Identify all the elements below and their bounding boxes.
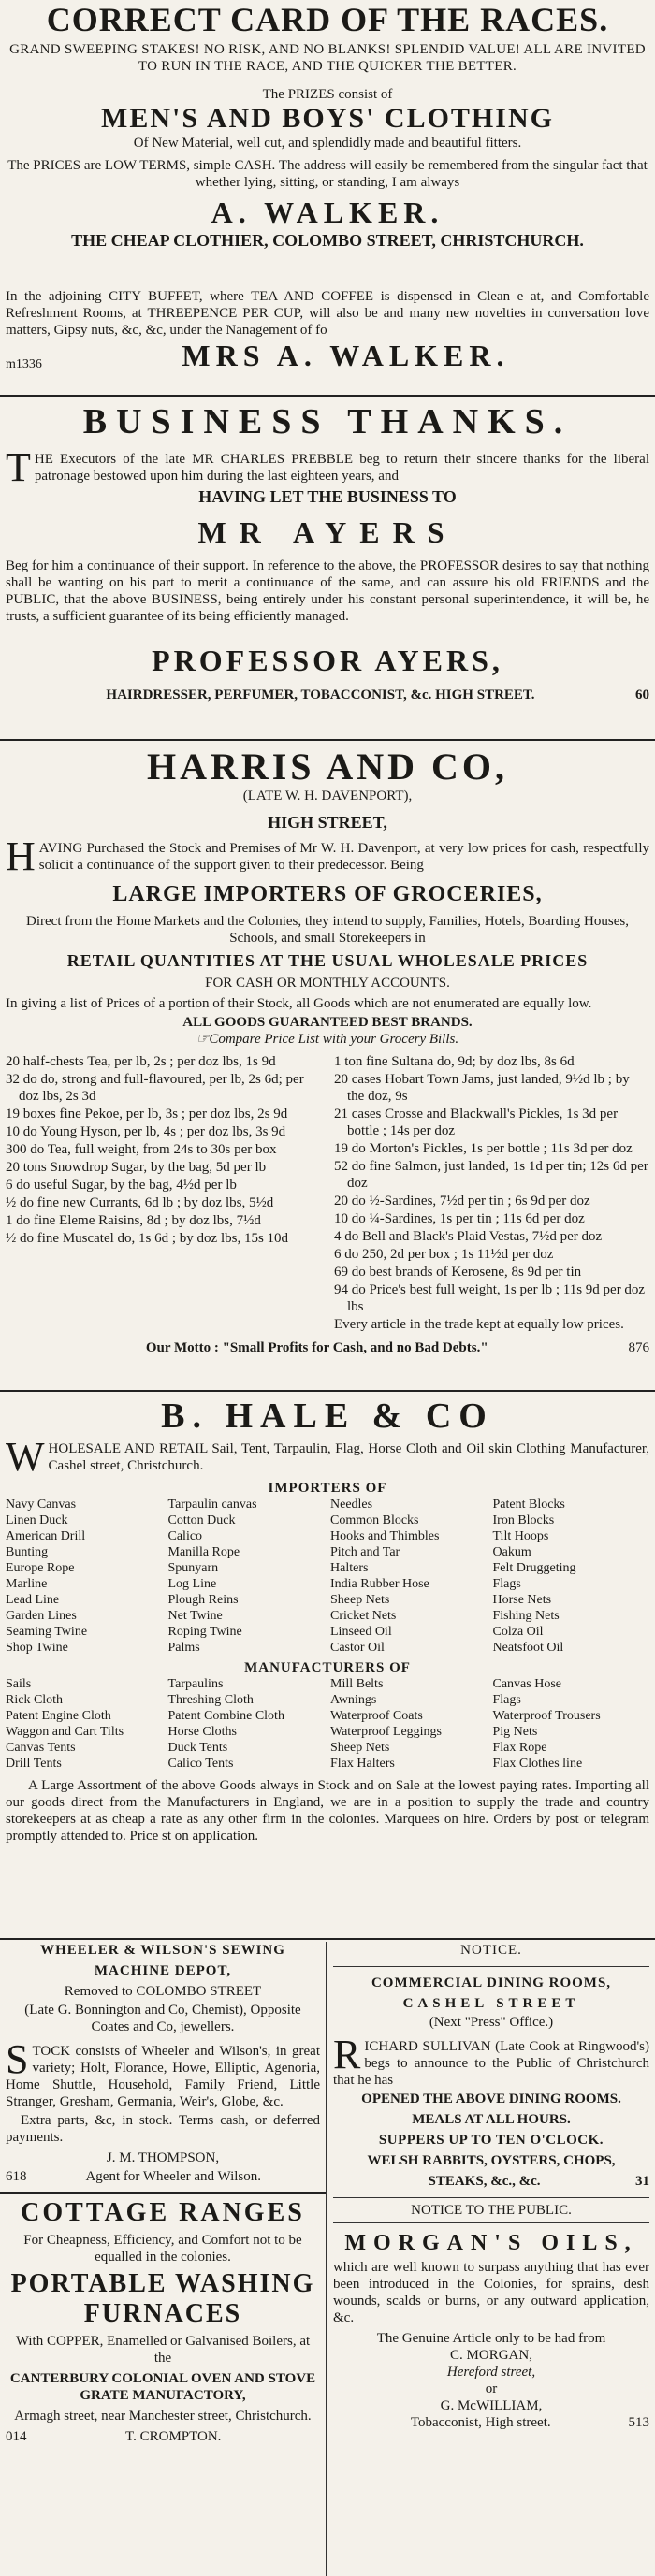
clothing-body: The PRICES are LOW TERMS, simple CASH. The address will easily be remembered from the singular fact that whether lying, sitting, or standing, I am always — [7, 158, 648, 190]
goods-item: Linen Duck — [6, 1513, 68, 1527]
goods-item: Canvas Hose — [492, 1677, 561, 1691]
price-list-item: 6 do useful Sugar, by the bag, 4½d per lb — [6, 1178, 237, 1193]
wheeler-title1: WHEELER & WILSON'S SEWING — [40, 1943, 285, 1958]
harris-title: HARRIS AND CO, — [146, 745, 509, 788]
portable-washing: PORTABLE WASHING — [10, 2269, 315, 2298]
notice-next: (Next "Press" Office.) — [429, 2015, 554, 2030]
mr-ayers-name: MR AYERS — [197, 515, 458, 549]
business-body1: THE Executors of the late MR CHARLES PREBBLE beg to return their sincere thanks for the liberal patronage bestowed upon him during the last eighteen years, and — [6, 444, 649, 490]
goods-item: Navy Canvas — [6, 1498, 77, 1512]
goods-item: Palms — [167, 1641, 200, 1655]
harris-body: HAVING Purchased the Stock and Premises of Mr W. H. Davenport, at very low prices for cash, respectfully solicit a continuance of the support given to their predecessor. Being — [6, 833, 649, 879]
hale-body: A Large Assortment of the above Goods always in Stock and on Sale at the lowest paying rates. Importing all our goods direct from the Manufacturers in England, we are in a position to supply the trade and country storekeepers at as cheap a rate as any other firm in the colonies. Marquees on hire. Orders by post or telegram promptly attended to. Price st on application. — [6, 1778, 649, 1844]
notice-suppers: SUPPERS UP TO TEN O'CLOCK. — [378, 2133, 604, 2148]
goods-column — [493, 1676, 650, 1772]
divider — [333, 2197, 649, 2198]
goods-column — [6, 1676, 163, 1772]
goods-item: Manilla Rope — [167, 1545, 240, 1559]
races-advertisement — [6, 2, 649, 251]
goods-item: Waterproof Leggings — [330, 1725, 442, 1739]
wheeler-late: (Late G. Bonnington and Co, Chemist), Opposite Coates and Co, jewellers. — [24, 2003, 301, 2034]
price-list-item: 20 do ½-Sardines, 7½d per tin ; 6s 9d per doz — [334, 1194, 590, 1208]
goods-item: Plough Reins — [167, 1593, 239, 1607]
cottage-name: T. CROMPTON. — [125, 2429, 222, 2444]
goods-item: Halters — [330, 1561, 369, 1575]
hale-intro: WHOLESALE AND RETAIL Sail, Tent, Tarpaulin, Flag, Horse Cloth and Oil skin Clothing Manufacturer, Cashel street, Christchurch. — [6, 1434, 649, 1480]
goods-item: Flax Halters — [330, 1757, 395, 1771]
notice-cashel: CASHEL STREET — [402, 1996, 580, 2011]
cottage-title: COTTAGE RANGES — [21, 2198, 305, 2227]
price-list-item: 32 do do, strong and full-flavoured, per lb, 2s 6d; per doz lbs, 2s 3d — [6, 1072, 304, 1104]
hale-title: B. HALE & CO — [161, 1397, 494, 1436]
goods-item: Fishing Nets — [492, 1609, 560, 1623]
goods-item: Bunting — [6, 1545, 49, 1559]
goods-item: Waggon and Cart Tilts — [6, 1725, 124, 1739]
goods-item: Horse Nets — [492, 1593, 552, 1607]
price-list-item: 10 do Young Hyson, per lb, 4s ; per doz lbs, 3s 9d — [6, 1124, 286, 1139]
goods-item: Patent Blocks — [492, 1498, 565, 1512]
morgan-or: or — [485, 2381, 498, 2396]
clothing-subline: Of New Material, well cut, and splendidly made and beautiful fitters. — [133, 136, 522, 151]
goods-item: Flax Clothes line — [492, 1757, 583, 1771]
professor-trade: HAIRDRESSER, PERFUMER, TOBACCONIST, &c. HIGH STREET. — [106, 687, 535, 702]
mrs-walker-name: MRS A. WALKER. — [182, 339, 510, 372]
morgan-title: NOTICE TO THE PUBLIC. — [411, 2203, 572, 2218]
buffet-ref: m1336 — [6, 357, 42, 371]
cottage-body: For Cheapness, Efficiency, and Comfort not to be equalled in the colonies. — [23, 2233, 302, 2265]
walker-address: THE CHEAP CLOTHIER, COLOMBO STREET, CHRISTCHURCH. — [71, 231, 584, 250]
goods-item: Patent Combine Cloth — [167, 1709, 284, 1723]
goods-item: Threshing Cloth — [167, 1693, 254, 1707]
goods-item: Pitch and Tar — [330, 1545, 400, 1559]
divider — [333, 2222, 649, 2223]
goods-item: Flags — [492, 1577, 521, 1591]
goods-item: Horse Cloths — [167, 1725, 237, 1739]
cottage-with: With COPPER, Enamelled or Galvanised Boilers, at the — [15, 2334, 311, 2366]
goods-item: Log Line — [167, 1577, 217, 1591]
price-list-item: Every article in the trade kept at equally low prices. — [334, 1317, 624, 1332]
price-list-item: 19 boxes fine Pekoe, per lb, 3s ; per doz lbs, 2s 9d — [6, 1107, 288, 1122]
goods-item: Net Twine — [167, 1609, 223, 1623]
price-list-item: 69 do best brands of Kerosene, 8s 9d per tin — [334, 1265, 582, 1280]
hale-manufacturers-list — [6, 1676, 649, 1772]
walker-name: A. WALKER. — [211, 195, 444, 229]
morgan-ref: 513 — [628, 2415, 649, 2430]
goods-item: Canvas Tents — [6, 1741, 76, 1755]
goods-column — [168, 1497, 326, 1656]
divider — [333, 1966, 649, 1967]
goods-column — [493, 1497, 650, 1656]
goods-item: Cotton Duck — [167, 1513, 236, 1527]
divider — [0, 739, 655, 741]
goods-item: India Rubber Hose — [330, 1577, 429, 1591]
harris-price-list-left — [6, 1053, 321, 1334]
furnaces: FURNACES — [83, 2299, 242, 2328]
wheeler-agent: Agent for Wheeler and Wilson. — [85, 2169, 262, 2184]
goods-column — [6, 1497, 163, 1656]
goods-item: Roping Twine — [167, 1625, 242, 1639]
goods-item: American Drill — [6, 1529, 86, 1543]
price-list-item: 21 cases Crosse and Blackwall's Pickles, 1s 3d per bottle ; 14s per doz — [334, 1107, 619, 1138]
price-list-item: ½ do fine Muscatel do, 1s 6d ; by doz lbs, 15s 10d — [6, 1231, 289, 1246]
cottage-ref: 014 — [6, 2429, 27, 2444]
price-list-item: 20 half-chests Tea, per lb, 2s ; per doz lbs, 1s 9d — [6, 1054, 276, 1069]
harris-retail: RETAIL QUANTITIES AT THE USUAL WHOLESALE PRICES — [66, 951, 589, 970]
goods-item: Colza Oil — [492, 1625, 544, 1639]
business-having: HAVING LET THE BUSINESS TO — [198, 487, 457, 506]
goods-item: Oakum — [492, 1545, 531, 1559]
goods-item: Tarpaulins — [167, 1677, 224, 1691]
divider — [0, 395, 655, 397]
harris-cash: FOR CASH OR MONTHLY ACCOUNTS. — [205, 976, 450, 991]
price-list-item: 94 do Price's best full weight, 1s per lb ; 11s 9d per doz lbs — [334, 1282, 646, 1314]
divider — [0, 1938, 655, 1940]
goods-item: Mill Belts — [330, 1677, 384, 1691]
notice-meals: MEALS AT ALL HOURS. — [412, 2112, 571, 2127]
divider — [0, 2192, 326, 2194]
goods-item: Pig Nets — [492, 1725, 538, 1739]
price-list-item: 1 ton fine Sultana do, 9d; by doz lbs, 8s 6d — [334, 1054, 575, 1069]
goods-item: Sails — [6, 1677, 32, 1691]
hale-importers-head: IMPORTERS OF — [268, 1481, 387, 1496]
goods-item: Waterproof Coats — [330, 1709, 423, 1723]
harris-advertisement — [6, 746, 649, 1356]
business-body2: Beg for him a continuance of their support. In reference to the above, the PROFESSOR desires to say that nothing shall be wanting on his part to merit a continuance of the same, and can assure his old FRIENDS and the PUBLIC, that the above BUSINESS, being entirely under his constant personal superintendence, it will be, he trusts, a sufficient guarantee of its being efficiently managed. — [6, 558, 649, 624]
wheeler-name: J. M. THOMPSON, — [106, 2150, 220, 2165]
goods-item: Drill Tents — [6, 1757, 62, 1771]
goods-item: Waterproof Trousers — [492, 1709, 601, 1723]
price-list-item: ½ do fine new Currants, 6d lb ; by doz lbs, 5½d — [6, 1195, 274, 1210]
goods-item: Castor Oil — [330, 1641, 385, 1655]
harris-late: (LATE W. H. DAVENPORT), — [242, 789, 413, 803]
goods-item: Marline — [6, 1577, 48, 1591]
notice-title: NOTICE. — [460, 1943, 522, 1958]
notice-welsh: WELSH RABBITS, OYSTERS, CHOPS, — [367, 2153, 616, 2168]
goods-item: Flags — [492, 1693, 521, 1707]
price-list-item: 20 cases Hobart Town Jams, just landed, 9½d lb ; by the doz, 9s — [334, 1072, 630, 1104]
goods-column — [168, 1676, 326, 1772]
harris-motto: Our Motto : "Small Profits for Cash, and no Bad Debts." — [145, 1340, 488, 1355]
goods-item: Lead Line — [6, 1593, 60, 1607]
buffet-body: In the adjoining CITY BUFFET, where TEA AND COFFEE is dispensed in Clean e at, and Comfortable Refreshment Rooms, at THREEPENCE PER CUP, will also be and many new novelties in conversation love matters, Gipsy nuts, &c, &c, under the Nanagement of fo — [6, 289, 649, 338]
goods-item: Iron Blocks — [492, 1513, 555, 1527]
harris-compare: ☞Compare Price List with your Grocery Bills. — [196, 1032, 459, 1047]
price-list-item: 10 do ¼-Sardines, 1s per tin ; 11s 6d per doz — [334, 1211, 585, 1226]
notice-body: RICHARD SULLIVAN (Late Cook at Ringwood's) begs to announce to the Public of Christchurch that he has — [333, 2032, 649, 2088]
morgan-mcwilliam: G. McWILLIAM, — [440, 2398, 543, 2413]
goods-item: Patent Engine Cloth — [6, 1709, 111, 1723]
goods-item: Seaming Twine — [6, 1625, 88, 1639]
wheeler-extra: Extra parts, &c, in stock. Terms cash, or deferred payments. — [6, 2113, 320, 2145]
goods-item: Sheep Nets — [330, 1741, 390, 1755]
races-title: CORRECT CARD OF THE RACES. — [46, 1, 609, 38]
harris-street: HIGH STREET, — [268, 813, 387, 832]
buffet-advertisement — [6, 288, 649, 372]
morgan-genuine: The Genuine Article only to be had from — [376, 2331, 606, 2346]
left-column — [6, 1942, 320, 2445]
notice-steaks: STEAKS, &c., &c. — [428, 2174, 541, 2189]
notice-ref: 31 — [635, 2174, 649, 2189]
goods-item: Sheep Nets — [330, 1593, 390, 1607]
goods-item: Spunyarn — [167, 1561, 219, 1575]
right-column — [333, 1942, 649, 2431]
goods-item: Neatsfoot Oil — [492, 1641, 564, 1655]
goods-item: Duck Tents — [167, 1741, 228, 1755]
goods-item: Rick Cloth — [6, 1693, 64, 1707]
divider — [0, 1390, 655, 1392]
goods-item: Garden Lines — [6, 1609, 77, 1623]
price-list-item: 6 do 250, 2d per box ; 1s 11½d per doz — [334, 1247, 554, 1262]
business-title: BUSINESS THANKS. — [82, 402, 573, 441]
harris-giving: In giving a list of Prices of a portion of their Stock, all Goods which are not enumerated are equally low. — [6, 996, 592, 1011]
harris-importers: LARGE IMPORTERS OF GROCERIES, — [112, 882, 543, 906]
goods-item: Europe Rope — [6, 1561, 75, 1575]
goods-item: Tarpaulin canvas — [167, 1498, 257, 1512]
goods-item: Calico — [167, 1529, 203, 1543]
wheeler-body: STOCK consists of Wheeler and Wilson's, in great variety; Holt, Florance, Howe, Elliptic, Agenoria, Home Shuttle, Household, Family Friend, Little Stranger, Gresham, Germania, Weir's, Globe, &c. — [6, 2036, 320, 2109]
professor-ayers: PROFESSOR AYERS, — [152, 644, 503, 677]
business-ref: 60 — [635, 687, 649, 702]
wheeler-ref: 618 — [6, 2169, 27, 2184]
wheeler-removed: Removed to COLOMBO STREET — [64, 1984, 262, 1999]
goods-item: Linseed Oil — [330, 1625, 392, 1639]
clothing-heading: MEN'S AND BOYS' CLOTHING — [101, 103, 554, 134]
goods-item: Hooks and Thimbles — [330, 1529, 440, 1543]
harris-guaranteed: ALL GOODS GUARANTEED BEST BRANDS. — [182, 1015, 473, 1030]
morgan-heading: MORGAN'S OILS, — [344, 2231, 638, 2255]
price-list-item: 300 do Tea, full weight, from 24s to 30s per box — [6, 1142, 277, 1157]
races-intro: GRAND SWEEPING STAKES! NO RISK, AND NO BLANKS! SPLENDID VALUE! ALL ARE INVITED TO RUN IN THE RACE, AND THE QUICKER THE BETTER. — [9, 42, 646, 74]
cottage-factory: CANTERBURY COLONIAL OVEN AND STOVE GRATE MANUFACTORY, — [9, 2371, 316, 2403]
goods-item: Shop Twine — [6, 1641, 68, 1655]
goods-item: Common Blocks — [330, 1513, 419, 1527]
morgan-c-morgan: C. MORGAN, — [450, 2348, 532, 2363]
goods-item: Awnings — [330, 1693, 377, 1707]
price-list-item: 4 do Bell and Black's Plaid Vestas, 7½d per doz — [334, 1229, 603, 1244]
harris-direct: Direct from the Home Markets and the Colonies, they intend to supply, Families, Hotels, Boarding Houses, Schools, and small Storekeepers in — [26, 914, 629, 946]
morgan-body: which are well known to surpass anything that has ever been introduced in the Colonies, for sprains, desh wounds, scalds or burns, or any outward application, &c. — [333, 2260, 649, 2325]
hale-importers-list — [6, 1497, 649, 1656]
races-prizes-line: The PRIZES consist of — [262, 87, 393, 102]
goods-item: Tilt Hoops — [492, 1529, 549, 1543]
price-list-item: 19 do Morton's Pickles, 1s per bottle ; 11s 3d per doz — [334, 1141, 633, 1156]
notice-commercial: COMMERCIAL DINING ROOMS, — [371, 1975, 612, 1990]
goods-column — [330, 1676, 488, 1772]
goods-item: Cricket Nets — [330, 1609, 397, 1623]
goods-column — [330, 1497, 488, 1656]
goods-item: Needles — [330, 1498, 373, 1512]
hale-advertisement — [6, 1397, 649, 1845]
price-list-item: 20 tons Snowdrop Sugar, by the bag, 5d per lb — [6, 1160, 267, 1175]
goods-item: Felt Druggeting — [492, 1561, 576, 1575]
goods-item: Calico Tents — [167, 1757, 234, 1771]
hale-manufacturers-head: MANUFACTURERS OF — [244, 1660, 411, 1675]
price-list-item: 1 do fine Eleme Raisins, 8d ; by doz lbs, 7½d — [6, 1213, 261, 1228]
harris-ref: 876 — [628, 1340, 649, 1355]
column-divider — [326, 1942, 327, 2576]
harris-price-list-right — [334, 1053, 649, 1334]
business-thanks-advertisement — [6, 402, 649, 703]
price-list-item: 52 do fine Salmon, just landed, 1s 1d per tin; 12s 6d per doz — [334, 1159, 648, 1191]
goods-item: Flax Rope — [492, 1741, 547, 1755]
wheeler-title2: MACHINE DEPOT, — [94, 1963, 232, 1978]
cottage-address: Armagh street, near Manchester street, Christchurch. — [14, 2409, 312, 2424]
morgan-tobacconist: Tobacconist, High street. — [410, 2415, 551, 2430]
notice-opened: OPENED THE ABOVE DINING ROOMS. — [361, 2091, 621, 2106]
morgan-hereford: Hereford street, — [446, 2365, 536, 2380]
